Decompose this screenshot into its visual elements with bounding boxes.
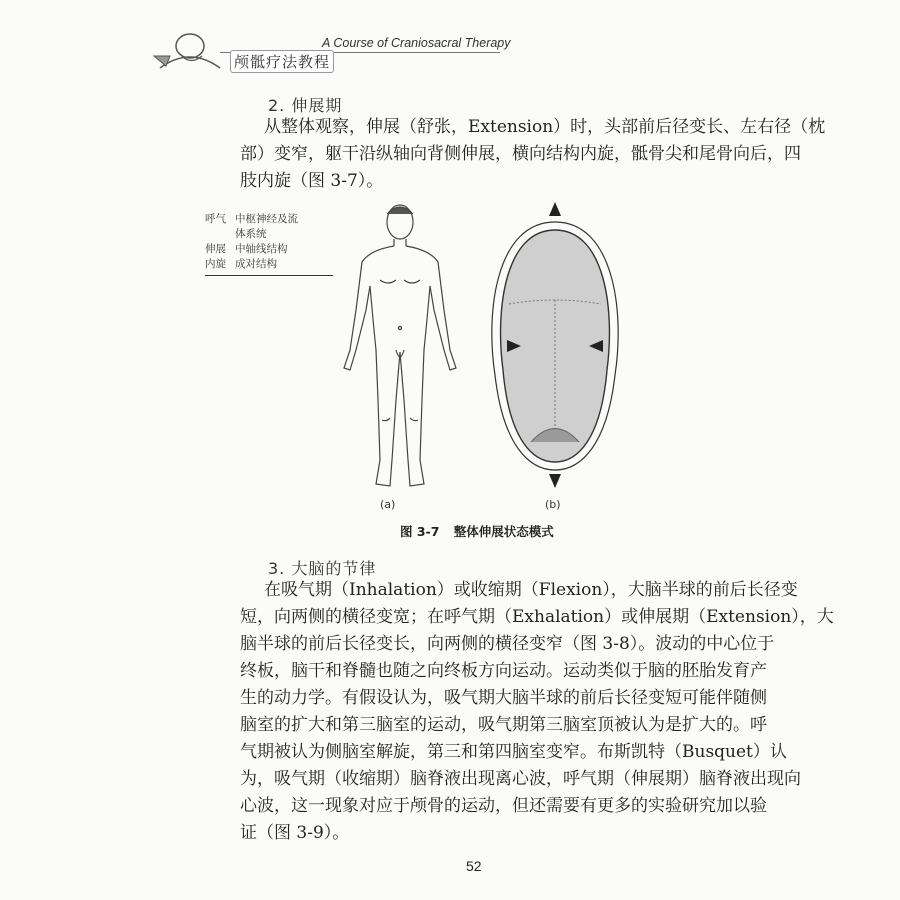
section-3-paragraph xyxy=(240,577,834,847)
legend-desc: 中枢神经及流 xyxy=(235,213,298,225)
section-2-paragraph xyxy=(240,114,825,195)
header-title-cn: 颅骶疗法教程 xyxy=(230,50,334,73)
legend-desc: 中轴线结构 xyxy=(235,243,288,255)
skull-top-view-illustration xyxy=(485,200,625,490)
legend-term: 呼气 xyxy=(205,213,226,225)
header-logo-icon xyxy=(150,26,230,78)
caption-number: 图 3-7 xyxy=(400,524,440,539)
paragraph-line: 终板，脑干和脊髓也随之向终板方向运动。运动类似于脑的胚胎发育产 xyxy=(240,661,767,681)
figure-caption xyxy=(400,522,554,540)
human-figure-illustration xyxy=(330,200,470,500)
paragraph-line: 部）变窄，躯干沿纵轴向背侧伸展，横向结构内旋，骶骨尖和尾骨向后，四 xyxy=(240,144,801,164)
legend-row xyxy=(205,242,333,257)
paragraph-line: 在吸气期（Inhalation）或收缩期（Flexion），大脑半球的前后长径变 xyxy=(264,580,798,600)
figure-3-7 xyxy=(205,200,685,520)
figure-legend xyxy=(205,212,333,276)
running-header xyxy=(150,22,750,82)
legend-term: 内旋 xyxy=(205,258,226,270)
legend-row xyxy=(205,227,333,242)
paragraph-line: 脑半球的前后长径变长，向两侧的横径变窄（图 3-8）。波动的中心位于 xyxy=(240,634,775,654)
arrow-up-icon xyxy=(549,202,561,216)
paragraph-line: 证（图 3-9）。 xyxy=(240,823,350,843)
legend-row xyxy=(205,257,333,272)
legend-term xyxy=(205,227,235,242)
caption-text: 整体伸展状态模式 xyxy=(453,524,554,539)
legend-desc: 体系统 xyxy=(235,228,267,240)
paragraph-line: 从整体观察，伸展（舒张，Extension）时，头部前后径变长、左右径（枕 xyxy=(264,117,826,137)
legend-term: 伸展 xyxy=(205,243,226,255)
paragraph-line: 气期被认为侧脑室解旋，第三和第四脑室变窄。布斯凯特（Busquet）认 xyxy=(240,742,787,762)
paragraph-line: 短，向两侧的横径变宽；在呼气期（Exhalation）或伸展期（Extension），大 xyxy=(240,607,834,627)
section-2-heading: 2. 伸展期 xyxy=(268,96,343,115)
legend-row xyxy=(205,212,333,227)
paragraph-line: 肢内旋（图 3-7）。 xyxy=(240,171,384,191)
figure-label-b: (b) xyxy=(545,498,561,511)
paragraph-line: 为，吸气期（收缩期）脑脊液出现离心波，呼气期（伸展期）脑脊液出现向 xyxy=(240,769,801,789)
section-3-heading: 3. 大脑的节律 xyxy=(268,559,377,578)
page-number: 52 xyxy=(466,858,482,874)
legend-desc: 成对结构 xyxy=(235,258,277,270)
figure-label-a: (a) xyxy=(380,498,396,511)
paragraph-line: 生的动力学。有假设认为，吸气期大脑半球的前后长径变短可能伴随侧 xyxy=(240,688,767,708)
paragraph-line: 心波，这一现象对应于颅骨的运动，但还需要有更多的实验研究加以验 xyxy=(240,796,767,816)
arrow-down-icon xyxy=(549,474,561,488)
header-title-en: A Course of Craniosacral Therapy xyxy=(322,36,511,50)
paragraph-line: 脑室的扩大和第三脑室的运动，吸气期第三脑室顶被认为是扩大的。呼 xyxy=(240,715,767,735)
